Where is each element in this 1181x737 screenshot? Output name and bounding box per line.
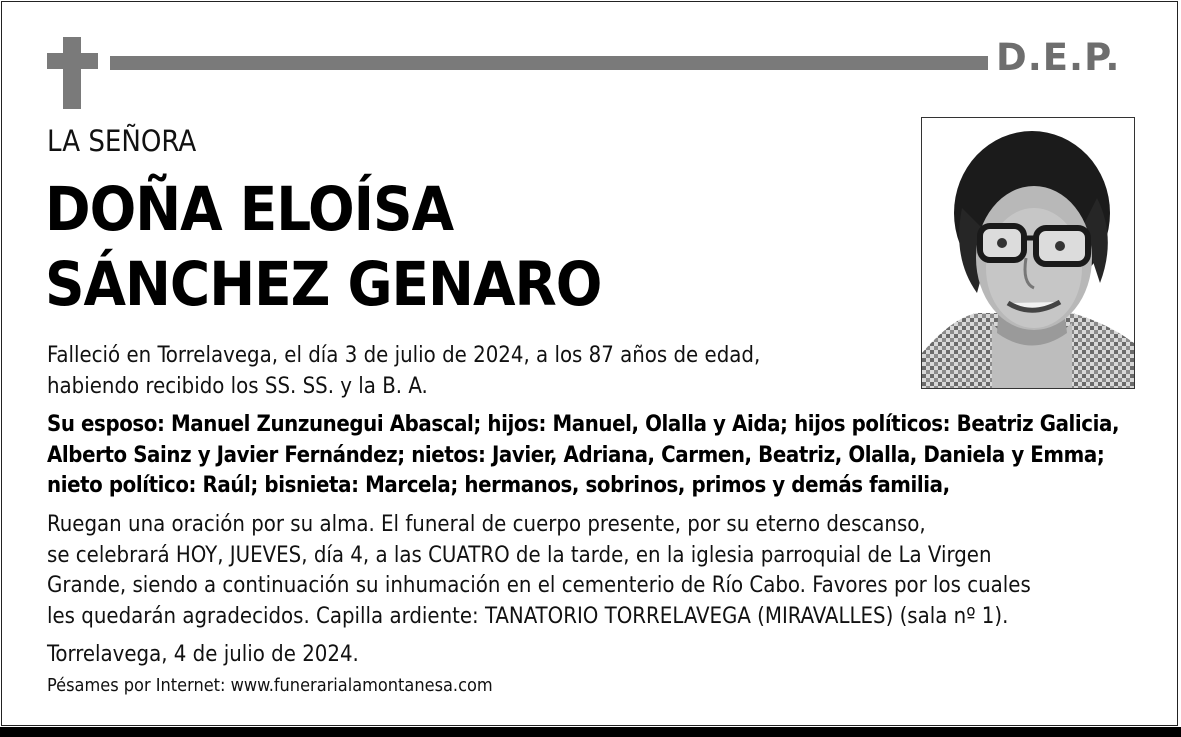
header-rule [110,56,988,70]
title-prefix: LA SEÑORA [47,124,197,158]
dep-label: D.E.P. [996,36,1121,79]
portrait-photo [921,117,1135,389]
funeral-line-3: Grande, siendo a continuación su inhumación en el cementerio de Río Cabo. Favores por los cuales [47,573,1031,598]
family-line-3: nieto político: Raúl; bisnieta: Marcela; hermanos, sobrinos, primos y demás familia, [47,473,950,498]
death-notice [47,340,760,402]
family-list [47,410,1157,502]
place-date: Torrelavega, 4 de julio de 2024. [47,642,359,667]
funeral-line-1: Ruegan una oración por su alma. El funeral de cuerpo presente, por su eterno descanso, [47,512,926,537]
deceased-name [45,172,601,322]
bottom-rule [0,727,1181,737]
condolences-website: Pésames por Internet: www.funerarialamontanesa.com [47,675,493,696]
death-notice-line-1: Falleció en Torrelavega, el día 3 de julio de 2024, a los 87 años de edad, [47,343,761,368]
death-notice-line-2: habiendo recibido los SS. SS. y la B. A. [47,374,428,399]
name-line-2: SÁNCHEZ GENARO [45,249,602,320]
family-line-1: Su esposo: Manuel Zunzunegui Abascal; hijos: Manuel, Olalla y Aida; hijos políticos: Beatriz Galicia, [47,412,1120,437]
funeral-details [47,510,1031,632]
family-line-2: Alberto Sainz y Javier Fernández; nietos: Javier, Adriana, Carmen, Beatriz, Olalla, Daniela y Emma; [47,442,1105,468]
funeral-line-4: les quedarán agradecidos. Capilla ardiente: TANATORIO TORRELAVEGA (MIRAVALLES) (sala nº 1). [47,603,1009,629]
name-line-1: DOÑA ELOÍSA [45,174,454,245]
funeral-line-2: se celebrará HOY, JUEVES, día 4, a las CUATRO de la tarde, en la iglesia parroquial de La Virgen [47,542,992,568]
